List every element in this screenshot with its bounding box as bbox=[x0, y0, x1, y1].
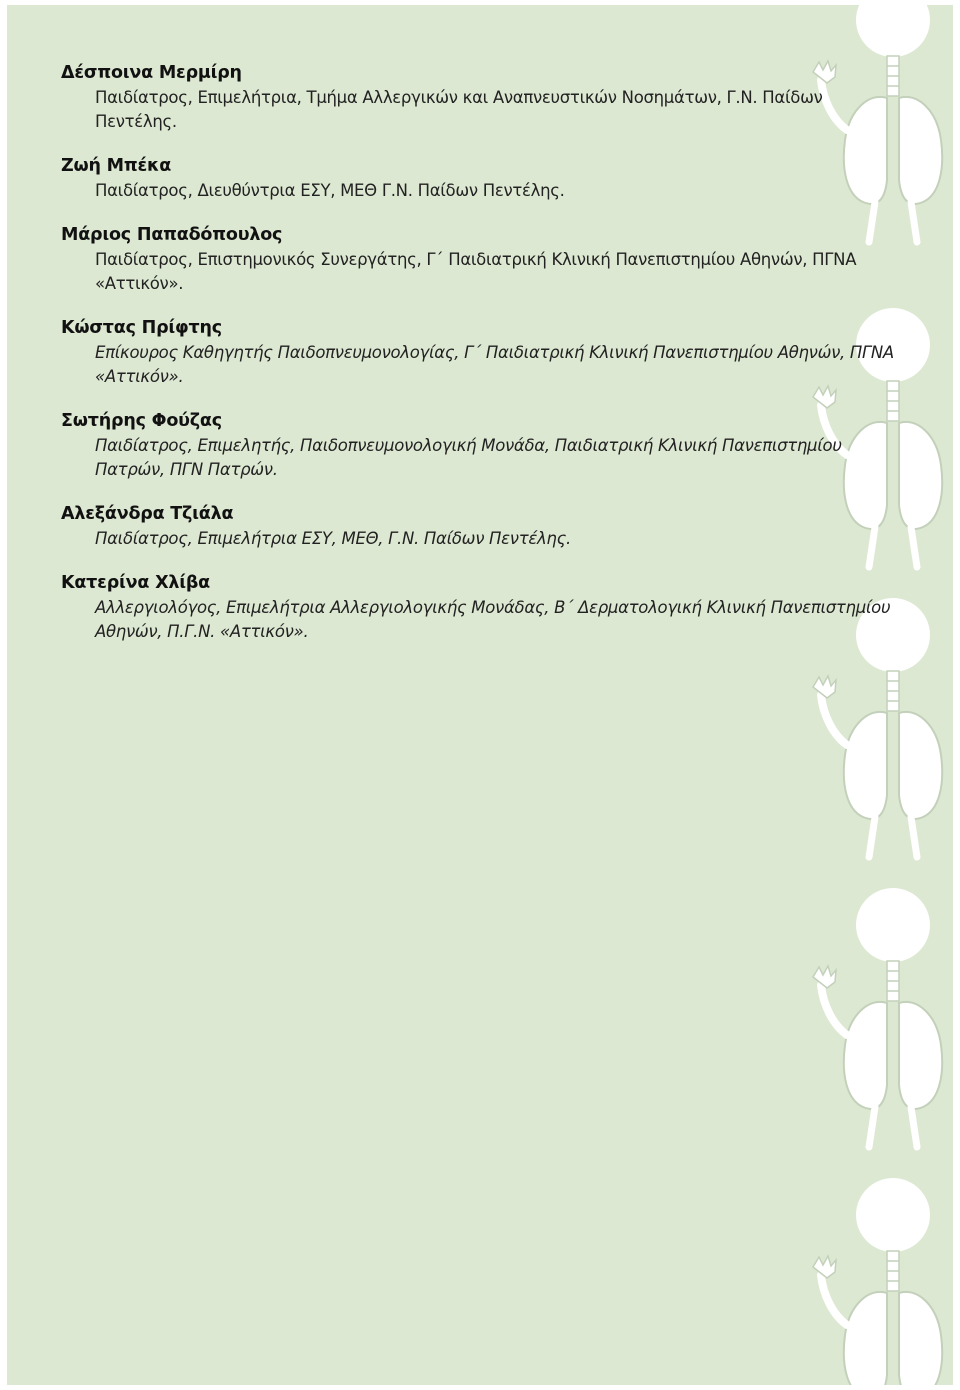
contributor-role: Παιδίατρος, Επιμελητής, Παιδοπνευμονολογική Μονάδα, Παιδιατρική Κλινική Πανεπιστημίου Πατρών, ΠΓΝ Πατρών. bbox=[95, 436, 842, 479]
contributor-role: Παιδίατρος, Διευθύντρια ΕΣΥ, ΜΕΘ Γ.Ν. Παίδων Πεντέλης. bbox=[95, 181, 565, 200]
contributor-role: Επίκουρος Καθηγητής Παιδοπνευμονολογίας, Γ΄ Παιδιατρική Κλινική Πανεπιστημίου Αθηνών, ΠΓΝΑ «Αττικόν». bbox=[95, 343, 894, 386]
contributor-entry bbox=[61, 60, 901, 134]
contributor-name: Μάριος Παπαδόπουλος bbox=[61, 225, 283, 245]
contributor-entry bbox=[61, 501, 901, 551]
contributor-role: Παιδίατρος, Επιμελήτρια ΕΣΥ, ΜΕΘ, Γ.Ν. Παίδων Πεντέλης. bbox=[95, 529, 571, 548]
contributor-entry bbox=[61, 570, 901, 644]
contributor-list bbox=[61, 60, 901, 663]
contributor-role: Παιδίατρος, Επιστημονικός Συνεργάτης, Γ΄ Παιδιατρική Κλινική Πανεπιστημίου Αθηνών, ΠΓΝΑ «Αττικόν». bbox=[95, 250, 857, 293]
lung-mascot-icon bbox=[813, 888, 942, 1147]
contributor-entry bbox=[61, 408, 901, 482]
contributor-name: Ζωή Μπέκα bbox=[61, 156, 172, 176]
page-sheet bbox=[7, 5, 953, 1385]
contributor-entry bbox=[61, 315, 901, 389]
contributor-name: Δέσποινα Μερμίρη bbox=[61, 63, 242, 83]
lung-mascot-icon bbox=[813, 1178, 942, 1385]
contributor-entry bbox=[61, 153, 901, 203]
contributor-entry bbox=[61, 222, 901, 296]
contributor-name: Κατερίνα Χλίβα bbox=[61, 573, 211, 593]
contributor-role: Αλλεργιολόγος, Επιμελήτρια Αλλεργιολογικής Μονάδας, Β΄ Δερματολογική Κλινική Πανεπιστημίου Αθηνών, Π.Γ.Ν. «Αττικόν». bbox=[95, 598, 891, 641]
contributor-name: Σωτήρης Φούζας bbox=[61, 411, 222, 431]
contributor-name: Αλεξάνδρα Τζιάλα bbox=[61, 504, 234, 524]
contributor-role: Παιδίατρος, Επιμελήτρια, Τμήμα Αλλεργικών και Αναπνευστικών Νοσημάτων, Γ.Ν. Παίδων Πεντέλης. bbox=[95, 88, 823, 131]
contributor-name: Κώστας Πρίφτης bbox=[61, 318, 222, 338]
